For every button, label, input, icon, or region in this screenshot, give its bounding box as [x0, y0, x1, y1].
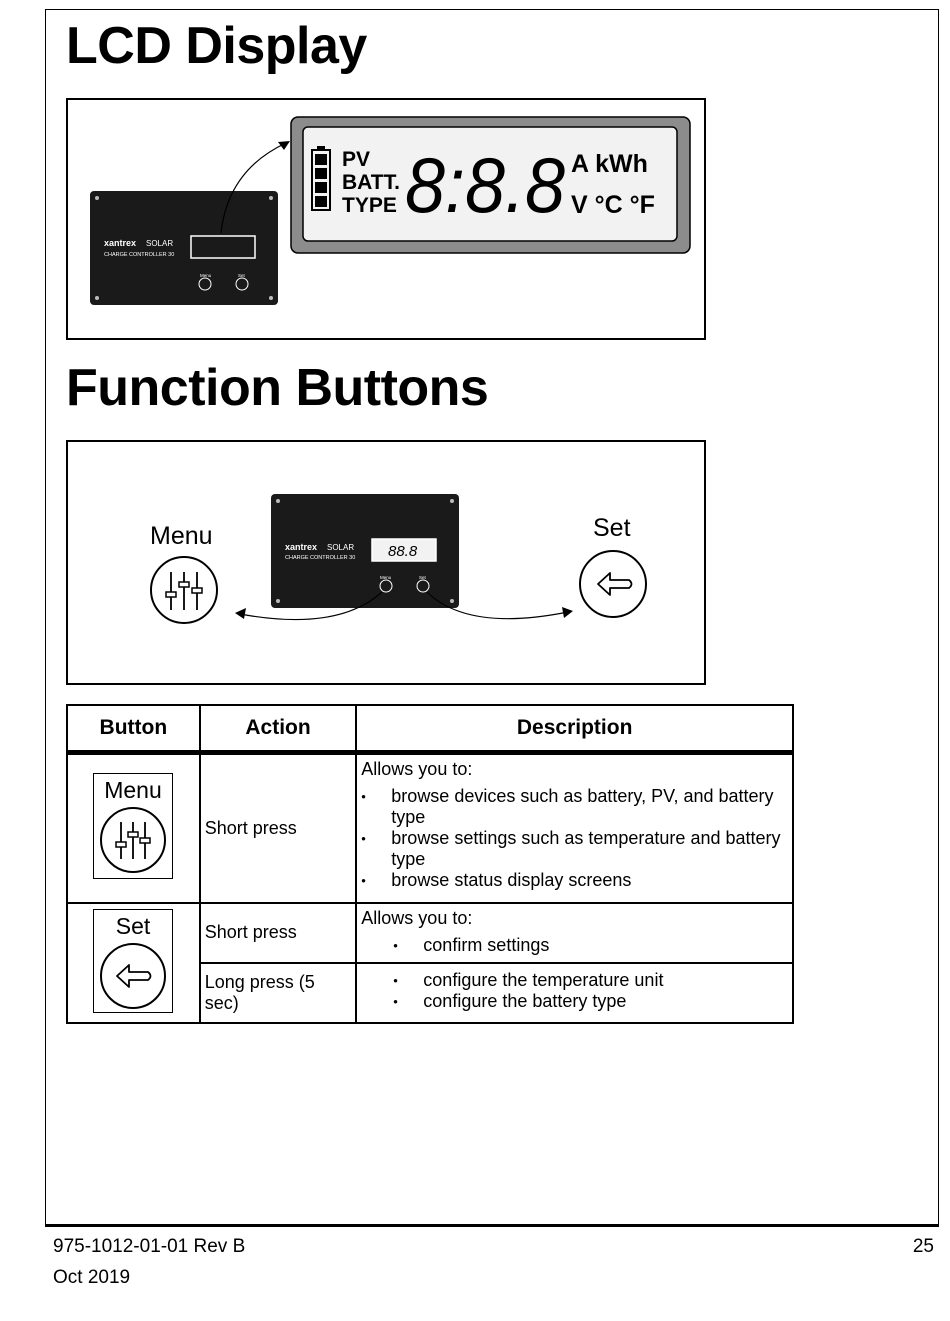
menu-button-cell	[67, 753, 200, 903]
lcd-label-batt: BATT.	[342, 171, 400, 194]
lcd-label-pv: PV	[342, 148, 371, 171]
list-item: • configure the battery type	[361, 991, 788, 1012]
mini-lcd-digits: 88.8	[388, 543, 418, 560]
set-button-graphic	[93, 909, 173, 1013]
set-small-label: Set	[238, 273, 245, 278]
menu-action: Short press	[200, 753, 357, 903]
lcd-units-bottom: V °C °F	[571, 191, 655, 219]
function-buttons-heading: Function Buttons	[66, 359, 489, 417]
brand-product: SOLAR	[146, 239, 174, 248]
menu-small-label: Menu	[200, 273, 212, 278]
header-action: Action	[200, 705, 357, 753]
function-buttons-table	[66, 704, 794, 1024]
header-description: Description	[356, 705, 793, 753]
controller-model-small: CHARGE CONTROLLER 30	[285, 555, 356, 561]
footer-document-number: 975-1012-01-01 Rev B	[53, 1236, 246, 1257]
controller-lcd-window	[191, 236, 255, 258]
menu-description-lead: Allows you to:	[361, 759, 473, 779]
lcd-display-heading: LCD Display	[66, 17, 367, 75]
list-item: • configure the temperature unit	[361, 970, 788, 991]
menu-icon	[101, 808, 165, 872]
set-icon	[580, 551, 646, 617]
menu-description	[356, 753, 793, 903]
lcd-display-figure	[66, 98, 706, 340]
set-short-press-description	[356, 903, 793, 963]
set-long-bullet-list	[361, 970, 788, 1012]
brand-logo-small: xantrex	[285, 542, 318, 552]
list-item: • browse settings such as temperature and battery type	[361, 828, 788, 870]
table-header-row	[67, 705, 793, 753]
set-short-bullet-list	[361, 935, 788, 956]
set-icon	[101, 944, 165, 1008]
function-buttons-illustration	[68, 442, 703, 682]
set-description-lead: Allows you to:	[361, 907, 473, 928]
set-long-press-action: Long press (5 sec)	[200, 963, 357, 1023]
set-label-large: Set	[593, 514, 631, 542]
brand-product-small: SOLAR	[327, 543, 355, 552]
menu-label-large: Menu	[150, 522, 213, 550]
list-item: • browse status display screens	[361, 870, 788, 891]
controller-model: CHARGE CONTROLLER 30	[104, 252, 175, 258]
menu-bullet-list	[361, 786, 788, 891]
menu-small-label-2: Menu	[380, 575, 392, 580]
list-item: • confirm settings	[361, 935, 788, 956]
set-small-label-2: Set	[419, 575, 426, 580]
set-button-label: Set	[116, 912, 151, 939]
menu-icon	[151, 557, 217, 623]
menu-button-graphic	[93, 773, 173, 879]
table-row	[67, 753, 793, 903]
function-buttons-figure	[66, 440, 706, 685]
footer-date: Oct 2019	[53, 1267, 131, 1288]
brand-logo: xantrex	[104, 238, 137, 248]
footer-page-number: 25	[912, 1236, 934, 1257]
menu-button-label: Menu	[104, 777, 163, 804]
table-row	[67, 903, 793, 963]
lcd-units-top: A kWh	[571, 150, 648, 178]
lcd-label-type: TYPE	[342, 194, 397, 217]
set-button-cell	[67, 903, 200, 1023]
list-item: • browse devices such as battery, PV, and battery type	[361, 786, 788, 828]
lcd-display-illustration	[68, 100, 703, 337]
header-button: Button	[67, 705, 200, 753]
lcd-digits: 8:8.8	[405, 141, 565, 229]
set-long-press-description	[356, 963, 793, 1023]
set-short-press-action: Short press	[200, 903, 357, 963]
